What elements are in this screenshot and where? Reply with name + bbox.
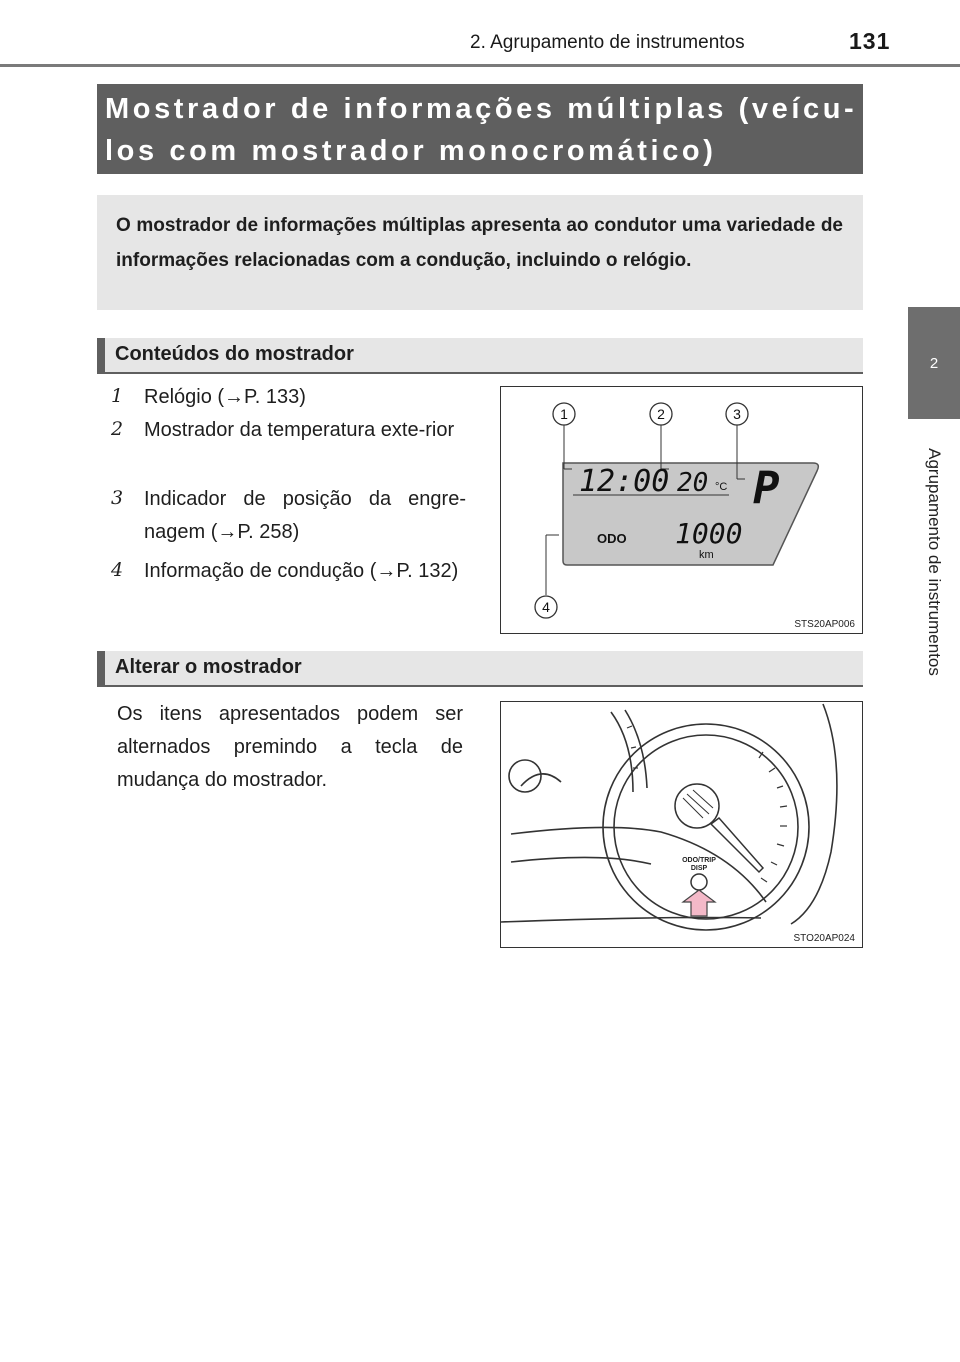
intro-text: O mostrador de informações múltiplas apresenta ao condutor uma variedade de informações relacionadas com a condução, incluindo o relógio. <box>116 215 843 271</box>
cluster-illustration <box>501 702 862 947</box>
temp-unit: °C <box>715 481 728 493</box>
number-3-icon <box>107 485 131 509</box>
display-illustration <box>501 387 862 633</box>
svg-text:2: 2 <box>111 418 124 440</box>
chapter-tab-number: 2 <box>929 354 939 372</box>
gauge-needle-icon <box>711 818 763 872</box>
outside-temp-readout: 20 <box>677 468 709 498</box>
cluster-outline <box>501 704 837 930</box>
figure-code: STS20AP006 <box>794 619 855 630</box>
chapter-tab <box>908 307 960 419</box>
running-header-chapter: 2. Agrupamento de instrumentos <box>470 32 745 53</box>
change-display-text: Os itens apresentados podem ser alternados premindo a tecla de mudança do mostrador. <box>117 703 463 791</box>
clock-readout: 12:00 <box>579 464 670 499</box>
callout-4-label: 4 <box>542 599 550 615</box>
display-figure <box>500 386 863 634</box>
callout-2-label: 2 <box>657 406 665 422</box>
header-divider <box>0 64 960 67</box>
section-title-line-2: los com mostrador monocromático) <box>105 135 717 167</box>
number-1-icon <box>107 383 131 407</box>
section-heading-contents-label: Conteúdos do mostrador <box>115 343 354 365</box>
button-label-line-1: ODO/TRIP <box>682 857 716 864</box>
button-label-line-2: DISP <box>690 865 708 872</box>
svg-text:1: 1 <box>111 385 124 407</box>
number-2-icon <box>107 416 131 440</box>
section-heading-change-label: Alterar o mostrador <box>115 656 302 678</box>
pointer-arrow-icon <box>683 890 715 916</box>
section-heading-change <box>97 651 863 687</box>
list-item-text: Informação de condução (→P. 132) <box>144 560 459 582</box>
odo-label: ODO <box>597 531 627 546</box>
list-item-text: Relógio (→P. 133) <box>144 386 306 408</box>
odo-readout: 1000 <box>675 517 743 550</box>
cluster-figure <box>500 701 863 948</box>
page-number: 131 <box>849 28 891 54</box>
odo-trip-disp-button[interactable] <box>691 874 707 890</box>
section-title-line-1: Mostrador de informações múltiplas (veícu- <box>105 93 858 125</box>
chapter-side-label: Agrupamento de instrumentos <box>925 448 944 676</box>
svg-text:4: 4 <box>111 559 124 581</box>
gear-position-readout: P <box>753 463 780 514</box>
odo-unit: km <box>699 549 714 561</box>
number-4-icon <box>107 557 131 581</box>
svg-text:3: 3 <box>111 487 124 509</box>
list-item-text: Indicador de posição da engre-nagem (→P. 258) <box>144 488 466 543</box>
section-heading-contents <box>97 338 863 374</box>
center-hub-icon <box>675 784 719 828</box>
list-item-text: Mostrador da temperatura exte-rior <box>144 419 455 441</box>
callout-3-label: 3 <box>733 406 741 422</box>
intro-box <box>97 195 863 310</box>
figure-code: STO20AP024 <box>793 933 855 944</box>
section-title-banner <box>97 84 863 174</box>
callout-1-label: 1 <box>560 406 568 422</box>
